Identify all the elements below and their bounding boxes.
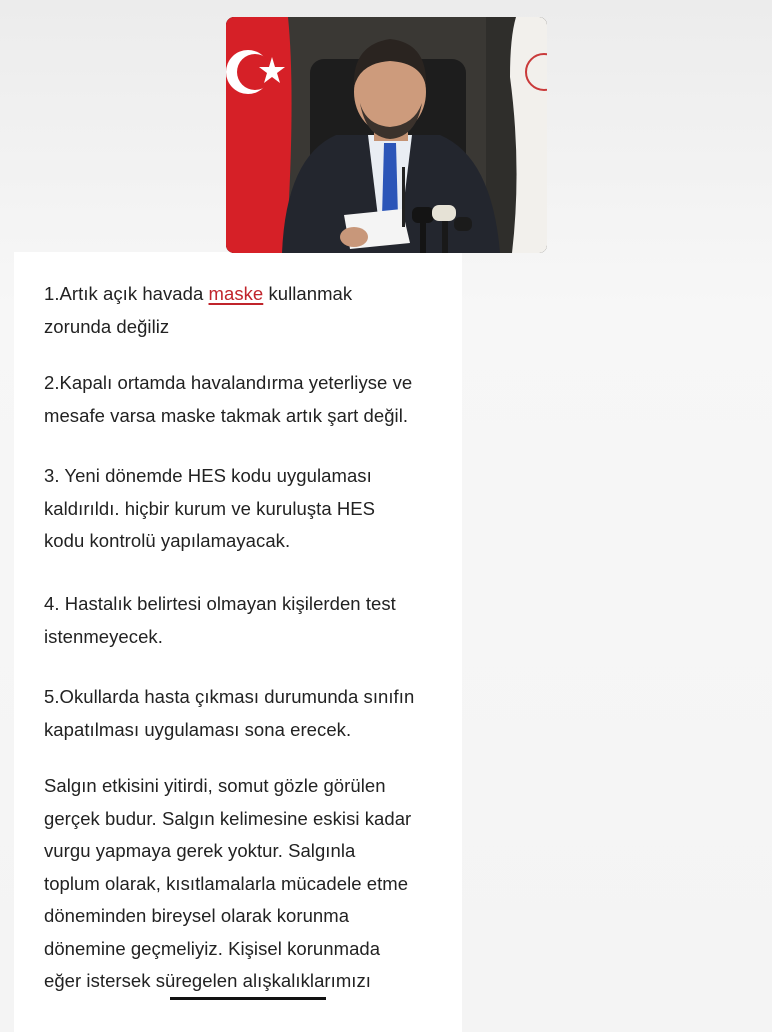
item-1-line2: zorunda değiliz [44,315,170,337]
closing-line1: Salgın etkisini yitirdi, somut gözle görülen [44,775,386,796]
item-1-prefix: 1.Artık açık havada [44,283,209,304]
item-5-line2: kapatılması uygulaması sona erecek. [44,718,352,740]
press-conference-photo [226,17,547,253]
item-5-paragraph [44,681,454,746]
item-3-line1: 3. Yeni dönemde HES kodu uygulaması [44,465,372,486]
closing-paragraph [44,770,454,998]
closing-line2: gerçek budur. Salgın kelimesine eskisi kadar [44,807,412,829]
closing-line3: vurgu yapmaya gerek yoktur. Salgınla [44,840,356,861]
closing-line7: eğer istersek süregelen alışkalıklarımızı [44,970,371,991]
item-4-paragraph [44,588,454,653]
flag-icon [226,17,292,253]
item-3-line2: kaldırıldı. hiçbir kurum ve kuruluşta HES [44,497,376,519]
closing-line6: dönemine geçmeliyiz. Kişisel korunmada [44,937,381,959]
item-2-line2: mesafe varsa maske takmak artık şart değil. [44,404,409,426]
item-2-paragraph [44,367,454,432]
item-3-paragraph [44,460,454,558]
item-5-line1: 5.Okullarda hasta çıkması durumunda sınıfın [44,686,415,707]
item-2-line1: 2.Kapalı ortamda havalandırma yeterliyse ve [44,372,413,393]
ministry-flag-icon [510,17,547,253]
item-4-line1: 4. Hastalık belirtesi olmayan kişilerden test [44,593,396,614]
handwritten-underline [170,997,326,1000]
maske-link[interactable]: maske [208,283,264,304]
item-3-line3: kodu kontrolü yapılamayacak. [44,530,291,551]
item-4-line2: istenmeyecek. [44,625,163,647]
item-1-suffix: kullanmak [263,283,353,304]
closing-line4: toplum olarak, kısıtlamalarla mücadele etme [44,872,409,894]
closing-line5: döneminden bireysel olarak korunma [44,905,350,926]
item-1-paragraph [44,278,454,343]
